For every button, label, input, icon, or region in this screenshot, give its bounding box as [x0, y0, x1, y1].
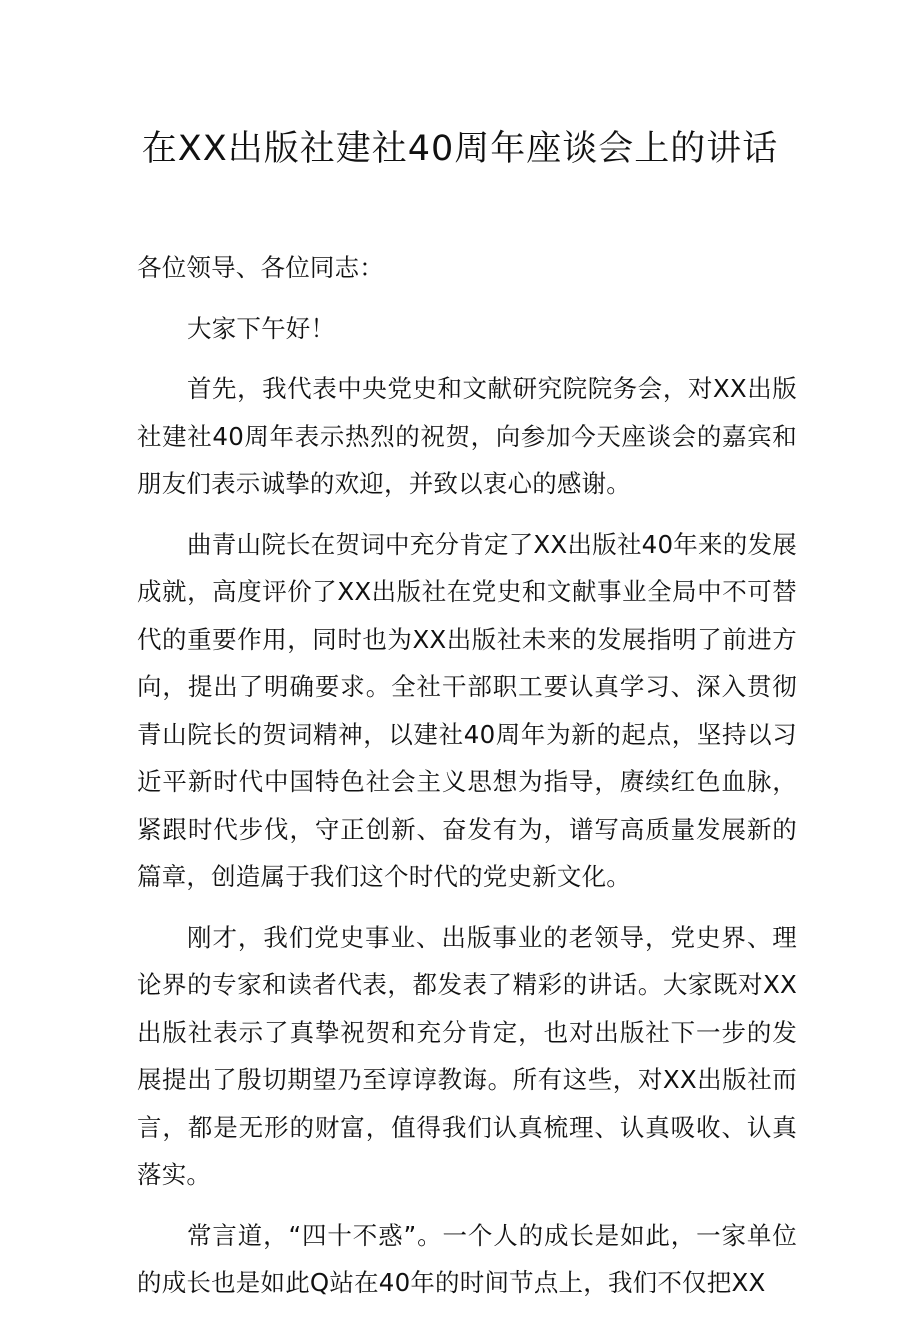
document-body — [137, 244, 797, 1320]
paragraph-greeting: 大家下午好！ — [187, 313, 336, 343]
paragraph-guest-speeches: 刚才，我们党史事业、出版事业的老领导，党史界、理论界的专家和读者代表，都发表了精彩的讲话。大家既对XX出版社表示了真挚祝贺和充分肯定，也对出版社下一步的发展提出了殷切期望乃至谆谆教诲。所有这些，对XX出版社而言，都是无形的财富，值得我们认真梳理、认真吸收、认真落实。 — [137, 922, 797, 1189]
paragraph-president-remarks: 曲青山院长在贺词中充分肯定了XX出版社40年来的发展成就，高度评价了XX出版社在党史和文献事业全局中不可替代的重要作用，同时也为XX出版社未来的发展指明了前进方向，提出了明确要求。全社干部职工要认真学习、深入贯彻青山院长的贺词精神，以建社40周年为新的起点，坚持以习近平新时代中国特色社会主义思想为指导，赓续红色血脉，紧跟时代步伐，守正创新、奋发有为，谱写高质量发展新的篇章，创造属于我们这个时代的党史新文化。 — [137, 529, 797, 891]
document-title: 在XX出版社建社40周年座谈会上的讲话 — [141, 129, 779, 169]
salutation: 各位领导、各位同志： — [137, 253, 384, 282]
paragraph-congratulations: 首先，我代表中央党史和文献研究院院务会，对XX出版社建社40周年表示热烈的祝贺，向参加今天座谈会的嘉宾和朋友们表示诚挚的欢迎，并致以衷心的感谢。 — [137, 374, 797, 498]
paragraph-forty-years: 常言道，“四十不惑”。一个人的成长是如此，一家单位的成长也是如此Q站在40年的时间节点上，我们不仅把XX — [137, 1220, 797, 1297]
